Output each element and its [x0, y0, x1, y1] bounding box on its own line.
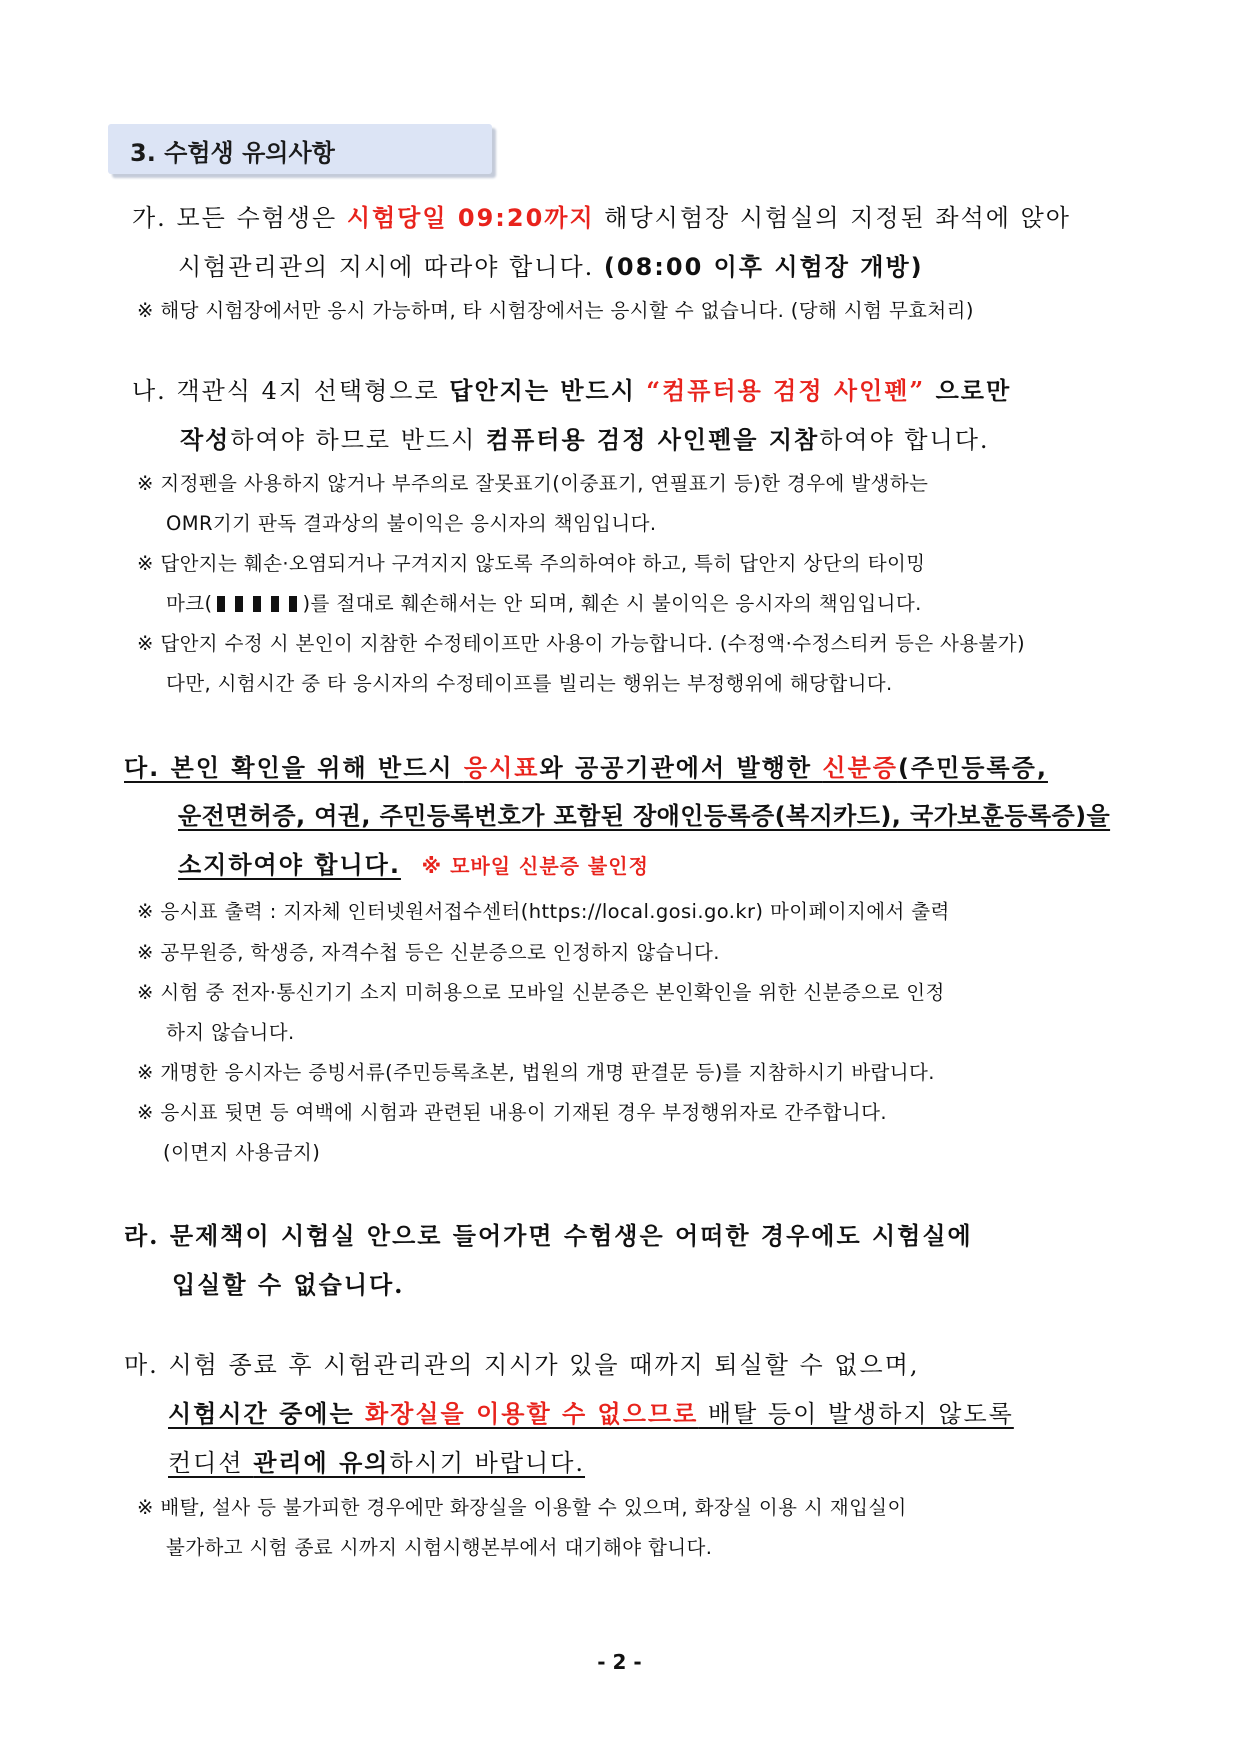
ma-line-1: 마. 시험 종료 후 시험관리관의 지시가 있을 때까지 퇴실할 수 없으며,	[124, 1351, 920, 1379]
na-note-2-line-1: ※ 답안지는 훼손·오염되거나 구겨지지 않도록 주의하여야 하고, 특히 답안지 상단의 타이밍	[137, 552, 926, 575]
page-number: - 2 -	[597, 1650, 642, 1674]
na-line-2: 작성하여야 하므로 반드시 컴퓨터용 검정 사인펜을 지참하여야 합니다.	[180, 425, 990, 454]
na-note-3-line-1: ※ 답안지 수정 시 본인이 지참한 수정테이프만 사용이 가능합니다. (수정액·수정스티커 등은 사용불가)	[137, 632, 1026, 655]
da-note-1: ※ 응시표 출력 : 지자체 인터넷원서접수센터(https://local.gosi.go.kr) 마이페이지에서 출력	[137, 900, 950, 923]
da-note-3-line-1: ※ 시험 중 전자·통신기기 소지 미허용으로 모바일 신분증은 본인확인을 위한 신분증으로 인정	[137, 981, 945, 1004]
na-note-2-line-2: 마크( )를 절대로 훼손해서는 안 되며, 훼손 시 불이익은 응시자의 책임입니다.	[166, 592, 922, 615]
ma-note-1-line-2: 불가하고 시험 종료 시까지 시험시행본부에서 대기해야 합니다.	[166, 1536, 713, 1559]
da-note-2: ※ 공무원증, 학생증, 자격수첩 등은 신분증으로 인정하지 않습니다.	[137, 941, 720, 964]
da-note-4: ※ 개명한 응시자는 증빙서류(주민등록초본, 법원의 개명 판결문 등)를 지참하시기 바랍니다.	[137, 1061, 935, 1084]
timing-mark-icon	[212, 592, 302, 615]
ma-line-2: 시험시간 중에는 화장실을 이용할 수 없으므로 배탈 등이 발생하지 않도록	[168, 1400, 1014, 1428]
ga-line-2: 시험관리관의 지시에 따라야 합니다. (08:00 이후 시험장 개방)	[178, 253, 924, 281]
da-line-1: 다. 본인 확인을 위해 반드시 응시표와 공공기관에서 발행한 신분증(주민등록증,	[124, 754, 1048, 782]
na-note-1-line-2: OMR기기 판독 결과상의 불이익은 응시자의 책임입니다.	[166, 512, 657, 535]
ra-line-2: 입실할 수 없습니다.	[172, 1270, 405, 1299]
na-pen-name: “컴퓨터용 검정 사인펜”	[646, 376, 926, 405]
ga-note-1: ※ 해당 시험장에서만 응시 가능하며, 타 시험장에서는 응시할 수 없습니다. (당해 시험 무효처리)	[137, 299, 974, 322]
ma-restroom-warning: 화장실을 이용할 수 없으므로	[365, 1400, 699, 1428]
mobile-id-notice: ※ 모바일 신분증 불인정	[421, 854, 649, 878]
section-title: 3. 수험생 유의사항	[130, 139, 335, 167]
da-line-3: 소지하여야 합니다. ※ 모바일 신분증 불인정	[178, 851, 649, 879]
da-note-5-line-2: (이면지 사용금지)	[163, 1141, 321, 1164]
ma-note-1-line-1: ※ 배탈, 설사 등 불가피한 경우에만 화장실을 이용할 수 있으며, 화장실 이용 시 재입실이	[137, 1496, 907, 1519]
section-title-box	[108, 124, 492, 174]
ga-deadline: 시험당일 09:20까지	[346, 204, 595, 232]
na-line-1: 나. 객관식 4지 선택형으로 답안지는 반드시 “컴퓨터용 검정 사인펜” 으로만	[132, 376, 1012, 405]
ra-line-1: 라. 문제책이 시험실 안으로 들어가면 수험생은 어떠한 경우에도 시험실에	[124, 1221, 973, 1250]
da-id-card: 신분증	[822, 754, 898, 782]
ga-line-1: 가. 모든 수험생은 시험당일 09:20까지 해당시험장 시험실의 지정된 좌석에 앉아	[132, 204, 1071, 232]
na-note-3-line-2: 다만, 시험시간 중 타 응시자의 수정테이프를 빌리는 행위는 부정행위에 해당합니다.	[166, 672, 893, 695]
ma-line-3: 컨디션 관리에 유의하시기 바랍니다.	[168, 1449, 586, 1477]
da-note-3-line-2: 하지 않습니다.	[166, 1021, 295, 1044]
da-line-2: 운전면허증, 여권, 주민등록번호가 포함된 장애인등록증(복지카드), 국가보훈등록증)을	[178, 802, 1111, 830]
da-admission-ticket: 응시표	[463, 754, 540, 782]
na-note-1-line-1: ※ 지정펜을 사용하지 않거나 부주의로 잘못표기(이중표기, 연필표기 등)한 경우에 발생하는	[137, 472, 929, 495]
da-note-5-line-1: ※ 응시표 뒷면 등 여백에 시험과 관련된 내용이 기재된 경우 부정행위자로 간주합니다.	[137, 1101, 887, 1124]
ga-open-time: (08:00 이후 시험장 개방)	[603, 253, 924, 281]
